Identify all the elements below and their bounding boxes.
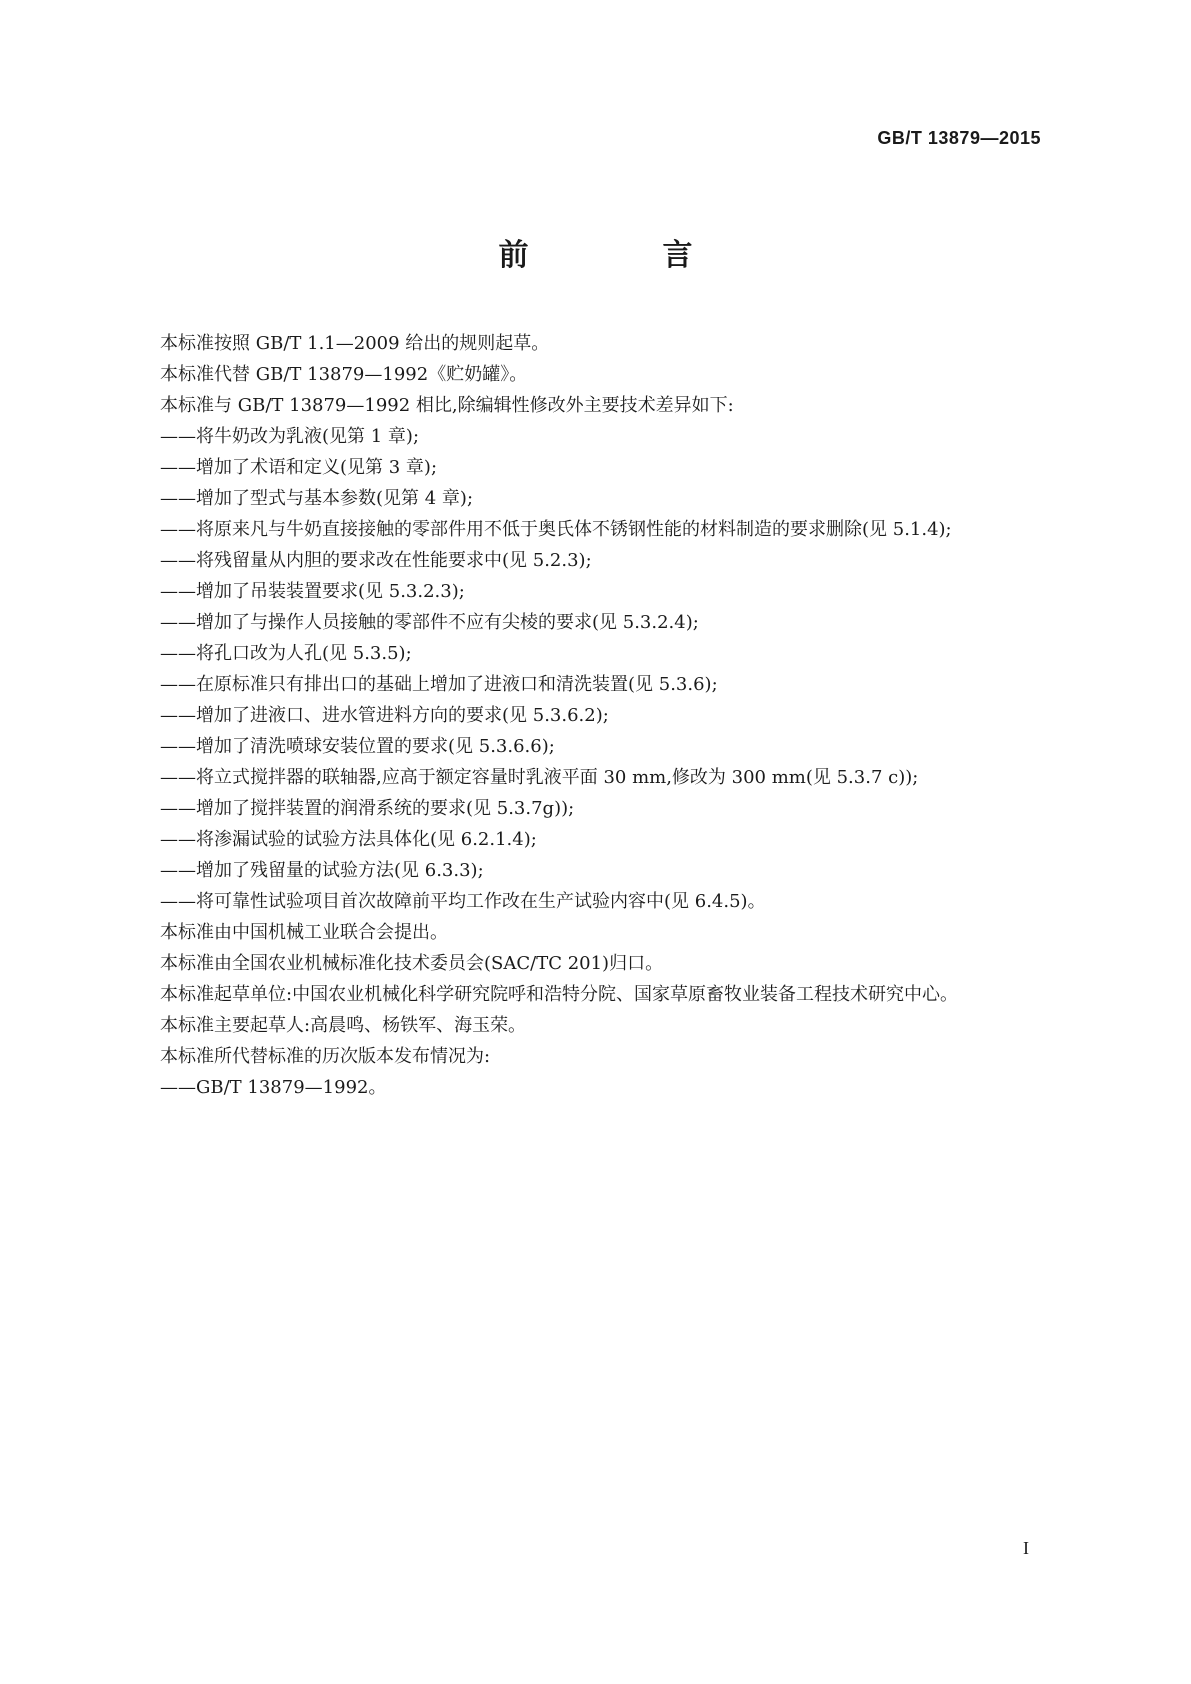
paragraph-drafting-rules: 本标准按照 GB/T 1.1—2009 给出的规则起草。 bbox=[160, 333, 550, 354]
list-item: ——增加了吊装装置要求(见 5.3.2.3); bbox=[160, 581, 465, 602]
list-item: ——将可靠性试验项目首次故障前平均工作改在生产试验内容中(见 6.4.5)。 bbox=[160, 891, 766, 912]
list-item: ——将牛奶改为乳液(见第 1 章); bbox=[160, 426, 420, 447]
foreword-body bbox=[124, 328, 1066, 1103]
paragraph-proposed-by: 本标准由中国机械工业联合会提出。 bbox=[160, 922, 448, 943]
changes-list bbox=[124, 421, 1066, 917]
list-item: ——将原来凡与牛奶直接接触的零部件用不低于奥氏体不锈钢性能的材料制造的要求删除(见 5.1.4); bbox=[160, 519, 952, 540]
paragraph-replaces: 本标准代替 GB/T 13879—1992《贮奶罐》。 bbox=[160, 364, 528, 385]
list-item: ——增加了术语和定义(见第 3 章); bbox=[160, 457, 438, 478]
history-list bbox=[124, 1072, 1066, 1103]
list-item: ——增加了型式与基本参数(见第 4 章); bbox=[160, 488, 474, 509]
list-item: ——增加了与操作人员接触的零部件不应有尖棱的要求(见 5.3.2.4); bbox=[160, 612, 699, 633]
list-item: ——增加了搅拌装置的润滑系统的要求(见 5.3.7g)); bbox=[160, 798, 575, 819]
list-item: ——GB/T 13879—1992。 bbox=[160, 1077, 387, 1098]
paragraph-administered-by: 本标准由全国农业机械标准化技术委员会(SAC/TC 201)归口。 bbox=[160, 953, 664, 974]
page-number: I bbox=[1023, 1538, 1029, 1558]
paragraph-history-intro: 本标准所代替标准的历次版本发布情况为: bbox=[160, 1046, 491, 1067]
page-title: 前 言 bbox=[498, 238, 745, 273]
list-item: ——增加了清洗喷球安装位置的要求(见 5.3.6.6); bbox=[160, 736, 555, 757]
paragraph-drafters: 本标准主要起草人:高晨鸣、杨铁军、海玉荣。 bbox=[160, 1015, 527, 1036]
list-item: ——增加了残留量的试验方法(见 6.3.3); bbox=[160, 860, 484, 881]
list-item: ——将立式搅拌器的联轴器,应高于额定容量时乳液平面 30 mm,修改为 300 mm(见 5.3.7 c)); bbox=[160, 767, 919, 788]
paragraph-differences-intro: 本标准与 GB/T 13879—1992 相比,除编辑性修改外主要技术差异如下: bbox=[160, 395, 734, 416]
list-item: ——将孔口改为人孔(见 5.3.5); bbox=[160, 643, 412, 664]
list-item: ——将残留量从内胆的要求改在性能要求中(见 5.2.3); bbox=[160, 550, 592, 571]
paragraph-drafting-units: 本标准起草单位:中国农业机械化科学研究院呼和浩特分院、国家草原畜牧业装备工程技术研究中心。 bbox=[160, 984, 959, 1005]
list-item: ——增加了进液口、进水管进料方向的要求(见 5.3.6.2); bbox=[160, 705, 609, 726]
list-item: ——在原标准只有排出口的基础上增加了进液口和清洗装置(见 5.3.6); bbox=[160, 674, 718, 695]
standard-code: GB/T 13879—2015 bbox=[877, 128, 1041, 148]
list-item: ——将渗漏试验的试验方法具体化(见 6.2.1.4); bbox=[160, 829, 537, 850]
